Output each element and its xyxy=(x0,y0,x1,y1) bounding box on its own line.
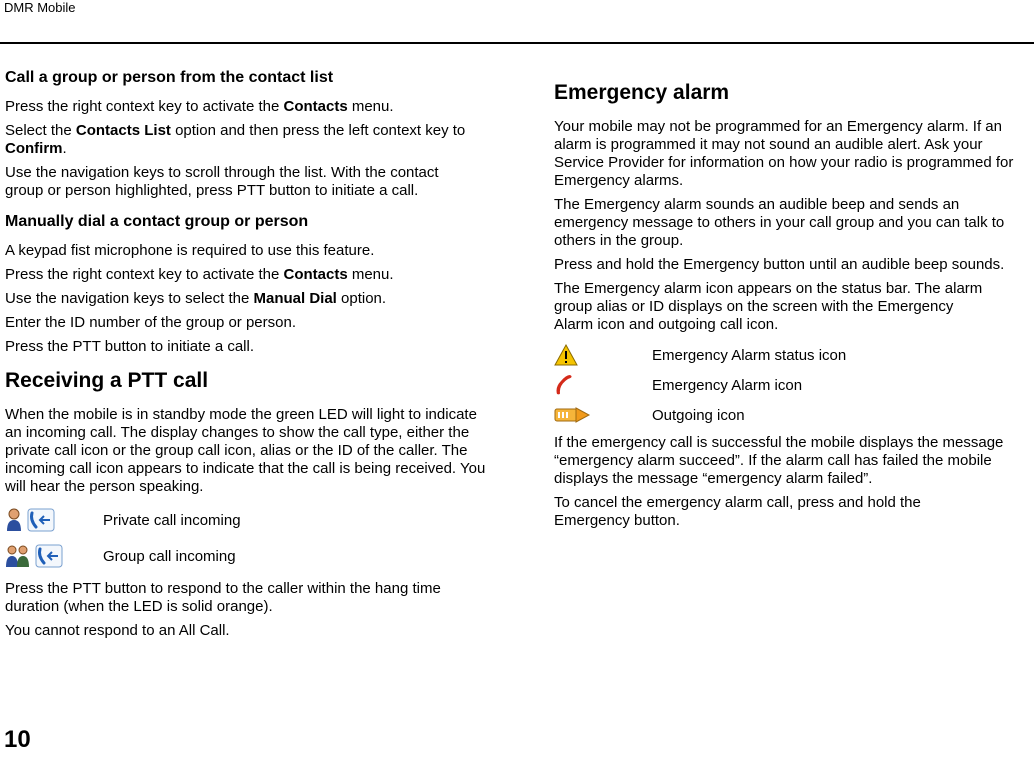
paragraph: You cannot respond to an All Call. xyxy=(5,622,230,639)
paragraph: The Emergency alarm sounds an audible beep and sends an emergency message to others in your call group and you can talk to others in the group. xyxy=(554,196,1005,249)
paragraph: Press and hold the Emergency button until an audible beep sounds. xyxy=(554,256,1005,273)
paragraph: When the mobile is in standby mode the green LED will light to indicate an incoming call. The display changes to show the call type, either the private call icon or the group call icon, alias or the ID of the caller. The incoming call icon appears to indicate that the call is being received. You will hear the person speaking. xyxy=(5,406,486,495)
icon-group xyxy=(554,344,652,366)
icon-group xyxy=(5,544,103,568)
running-header: DMR Mobile xyxy=(4,0,76,15)
icon-row-group-call xyxy=(5,538,495,574)
paragraph: Your mobile may not be programmed for an Emergency alarm. If an alarm is programmed it may not sound an audible alert. Ask your Service Provider for information on how your radio is programmed for Emergency alarms. xyxy=(554,118,1014,189)
text: Select the xyxy=(5,122,76,139)
text: menu. xyxy=(347,98,394,115)
paragraph: To cancel the emergency alarm call, press and hold the Emergency button. xyxy=(554,494,921,529)
section-heading-receiving-ptt: Receiving a PTT call xyxy=(5,369,209,392)
bold-term: Contacts List xyxy=(75,122,171,139)
text: Press the right context key to activate the xyxy=(5,98,284,115)
icon-row-emergency-status xyxy=(554,340,1034,370)
paragraph: Enter the ID number of the group or person. xyxy=(5,314,296,331)
icon-group xyxy=(554,373,652,397)
page-number: 10 xyxy=(4,726,31,753)
paragraph: Press the PTT button to initiate a call. xyxy=(5,338,255,355)
header-divider xyxy=(0,42,1034,44)
outgoing-call-icon xyxy=(554,405,592,425)
text: Use the navigation keys to select the xyxy=(5,290,254,307)
paragraph: Press the PTT button to respond to the caller within the hang time duration (when the LED is solid orange). xyxy=(5,580,441,615)
incoming-call-icon xyxy=(35,544,63,568)
paragraph xyxy=(5,290,495,308)
section-heading-manual-dial: Manually dial a contact group or person xyxy=(5,213,309,230)
icon-group xyxy=(5,508,103,532)
emergency-phone-icon xyxy=(554,373,576,397)
incoming-call-icon xyxy=(27,508,55,532)
section-heading-contact-list: Call a group or person from the contact list xyxy=(5,69,334,86)
paragraph: The Emergency alarm icon appears on the status bar. The alarm group alias or ID displays on the screen with the Emergency Alarm icon and outgoing call icon. xyxy=(554,280,983,333)
paragraph xyxy=(5,98,495,116)
bold-term: Manual Dial xyxy=(253,290,337,307)
paragraph: Use the navigation keys to scroll through the list. With the contact group or person highlighted, press PTT button to initiate a call. xyxy=(5,164,439,199)
icon-row-private-call xyxy=(5,502,495,538)
left-column xyxy=(5,68,495,646)
icon-label: Private call incoming xyxy=(103,511,241,529)
icon-label: Group call incoming xyxy=(103,547,236,565)
bold-term: Contacts xyxy=(283,98,348,115)
text: Press the right context key to activate the xyxy=(5,266,284,283)
person-icon xyxy=(5,508,23,532)
bold-term: Contacts xyxy=(283,266,348,283)
icon-label: Emergency Alarm status icon xyxy=(652,346,847,364)
paragraph xyxy=(5,122,475,158)
bold-term: Confirm xyxy=(5,140,63,157)
text: option. xyxy=(336,290,387,307)
section-heading-emergency-alarm: Emergency alarm xyxy=(554,81,730,104)
icon-label: Emergency Alarm icon xyxy=(652,376,803,394)
paragraph xyxy=(5,266,495,284)
icon-group xyxy=(554,405,652,425)
right-column xyxy=(554,80,1034,536)
warning-icon xyxy=(554,344,578,366)
icon-label: Outgoing icon xyxy=(652,406,745,424)
group-icon xyxy=(5,544,31,568)
paragraph: A keypad fist microphone is required to use this feature. xyxy=(5,242,375,259)
paragraph: If the emergency call is successful the mobile displays the message “emergency alarm succeed”. If the alarm call has failed the mobile displays the message “emergency alarm failed”. xyxy=(554,434,1004,487)
text: menu. xyxy=(347,266,394,283)
text: . xyxy=(62,140,67,157)
icon-row-outgoing xyxy=(554,400,1034,430)
icon-row-emergency-alarm xyxy=(554,370,1034,400)
text: option and then press the left context key to xyxy=(170,122,466,139)
